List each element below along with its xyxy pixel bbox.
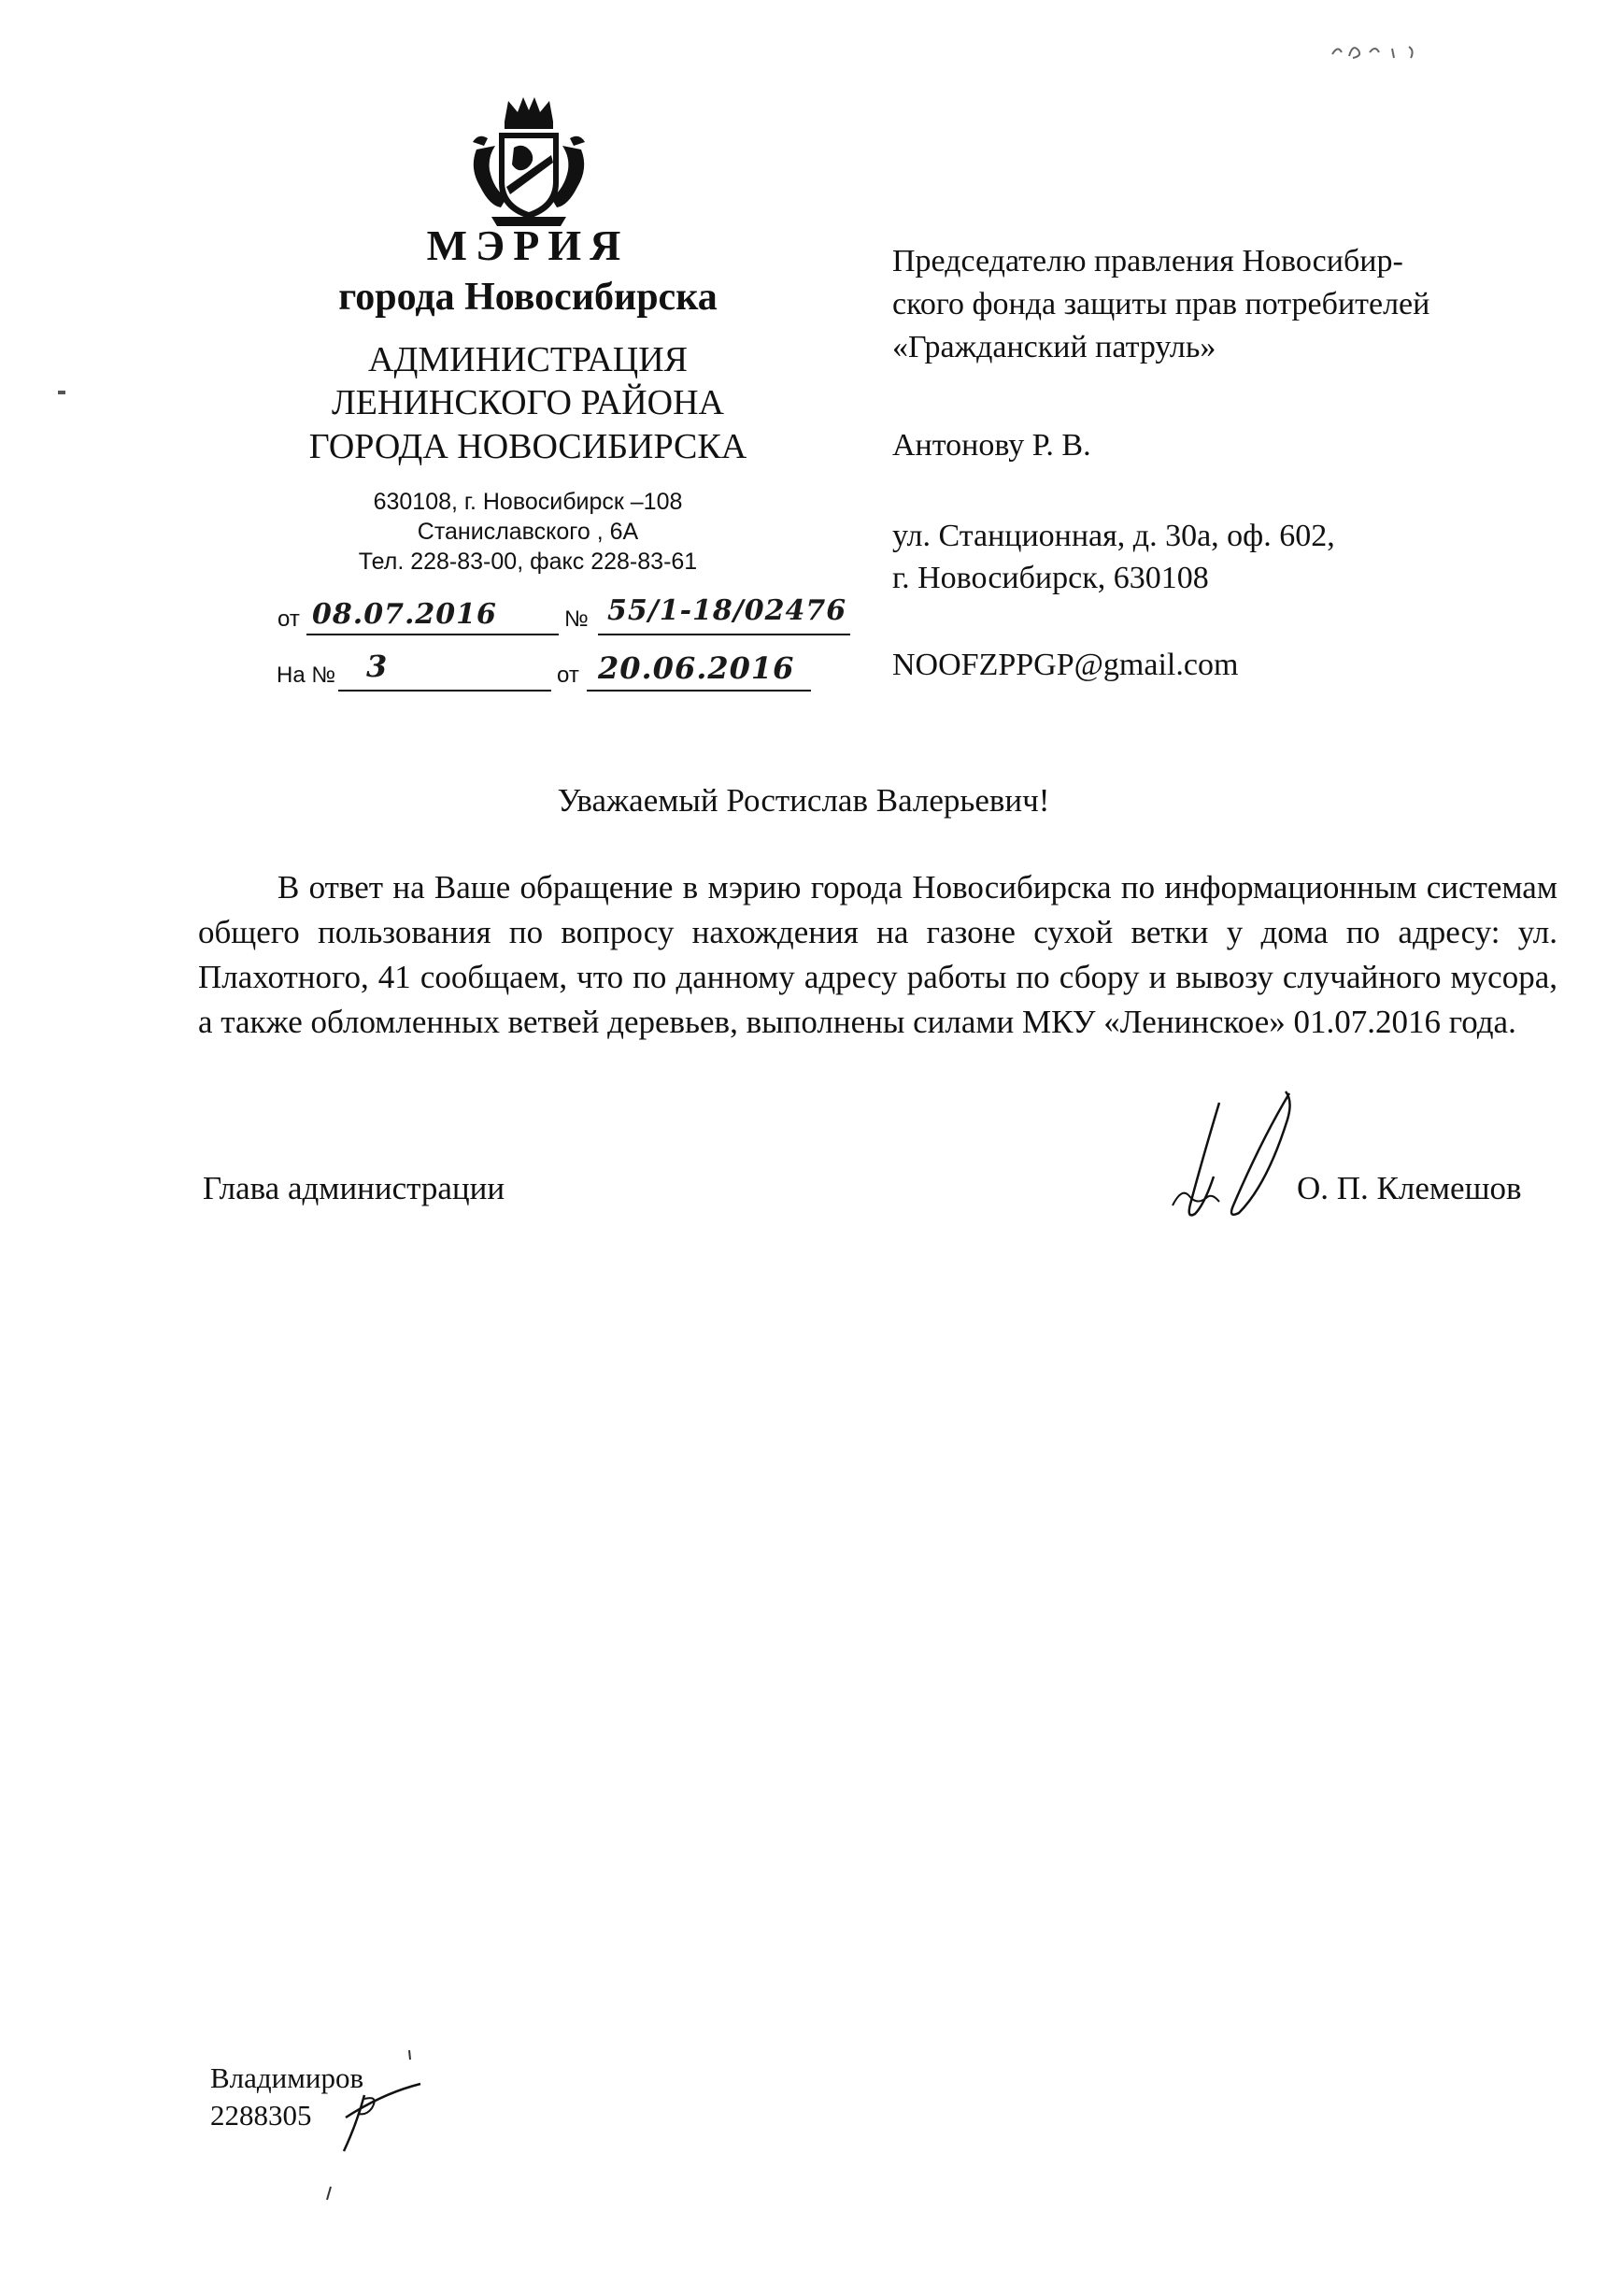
executor-initials-mark [308, 2046, 430, 2205]
recipient-organization: «Гражданский патруль» [892, 330, 1216, 364]
executor-phone: 2288305 [210, 2099, 312, 2132]
salutation: Уважаемый Ростислав Валерьевич! [557, 782, 1050, 819]
sender-address-line-1: 630108, г. Новосибирск –108 [373, 489, 683, 515]
number-underline [598, 634, 850, 635]
admin-name-line-2: ЛЕНИНСКОГО РАЙОНА [332, 383, 724, 422]
in-reply-date-handwritten: 20.06.2016 [598, 650, 795, 686]
from-date-handwritten: 08.07.2016 [312, 598, 497, 631]
handwritten-signature [1154, 1084, 1313, 1238]
recipient-name: Антонову Р. В. [892, 428, 1091, 463]
in-reply-label: На № [277, 663, 336, 688]
from-date-label: от [277, 606, 300, 632]
recipient-email: NOOFZPPGP@gmail.com [892, 648, 1239, 682]
admin-name-line-3: ГОРОДА НОВОСИБИРСКА [308, 427, 747, 466]
in-reply-number-underline [338, 690, 551, 692]
executor-name: Владимиров [210, 2061, 364, 2094]
in-reply-number-handwritten: 3 [366, 649, 389, 684]
corner-handwritten-mark [1327, 28, 1429, 65]
outgoing-number-handwritten: 55/1-18/02476 [607, 594, 847, 627]
number-label: № [564, 606, 589, 632]
in-reply-from-label: от [557, 663, 579, 688]
signer-name: О. П. Клемешов [1297, 1170, 1522, 1206]
recipient-address-line-2: г. Новосибирск, 630108 [892, 561, 1209, 595]
from-date-underline [306, 634, 559, 635]
recipient-position-line-1: Председателю правления Новосибир- [892, 244, 1403, 278]
recipient-address-line-1: ул. Станционная, д. 30а, оф. 602, [892, 519, 1335, 553]
novosibirsk-coat-of-arms-icon [463, 93, 594, 234]
mayor-subtitle: города Новосибирска [338, 276, 718, 319]
signer-title: Глава администрации [203, 1170, 505, 1206]
sender-contacts-line: Тел. 228-83-00, факс 228-83-61 [358, 549, 698, 575]
letter-body: В ответ на Ваше обращение в мэрию города Новосибирска по информационным системам общего пользования по вопросу нахождения на газоне сухой ветки у дома по адресу: ул. Плахотного, 41 сообщаем, что по данному адресу работы по сбору и вывозу случайного мусора, а также обломленных ветвей деревьев, выполнены силами МКУ «Ленинское» 01.07.2016 года. [198, 869, 1557, 1040]
in-reply-date-underline [587, 690, 811, 692]
admin-name-line-1: АДМИНИСТРАЦИЯ [368, 340, 688, 379]
margin-scan-dot [58, 391, 65, 394]
mayor-title: МЭРИЯ [426, 221, 630, 269]
recipient-position-line-2: ского фонда защиты прав потребителей [892, 287, 1430, 321]
sender-address-line-2: Станиславского , 6А [417, 519, 639, 545]
